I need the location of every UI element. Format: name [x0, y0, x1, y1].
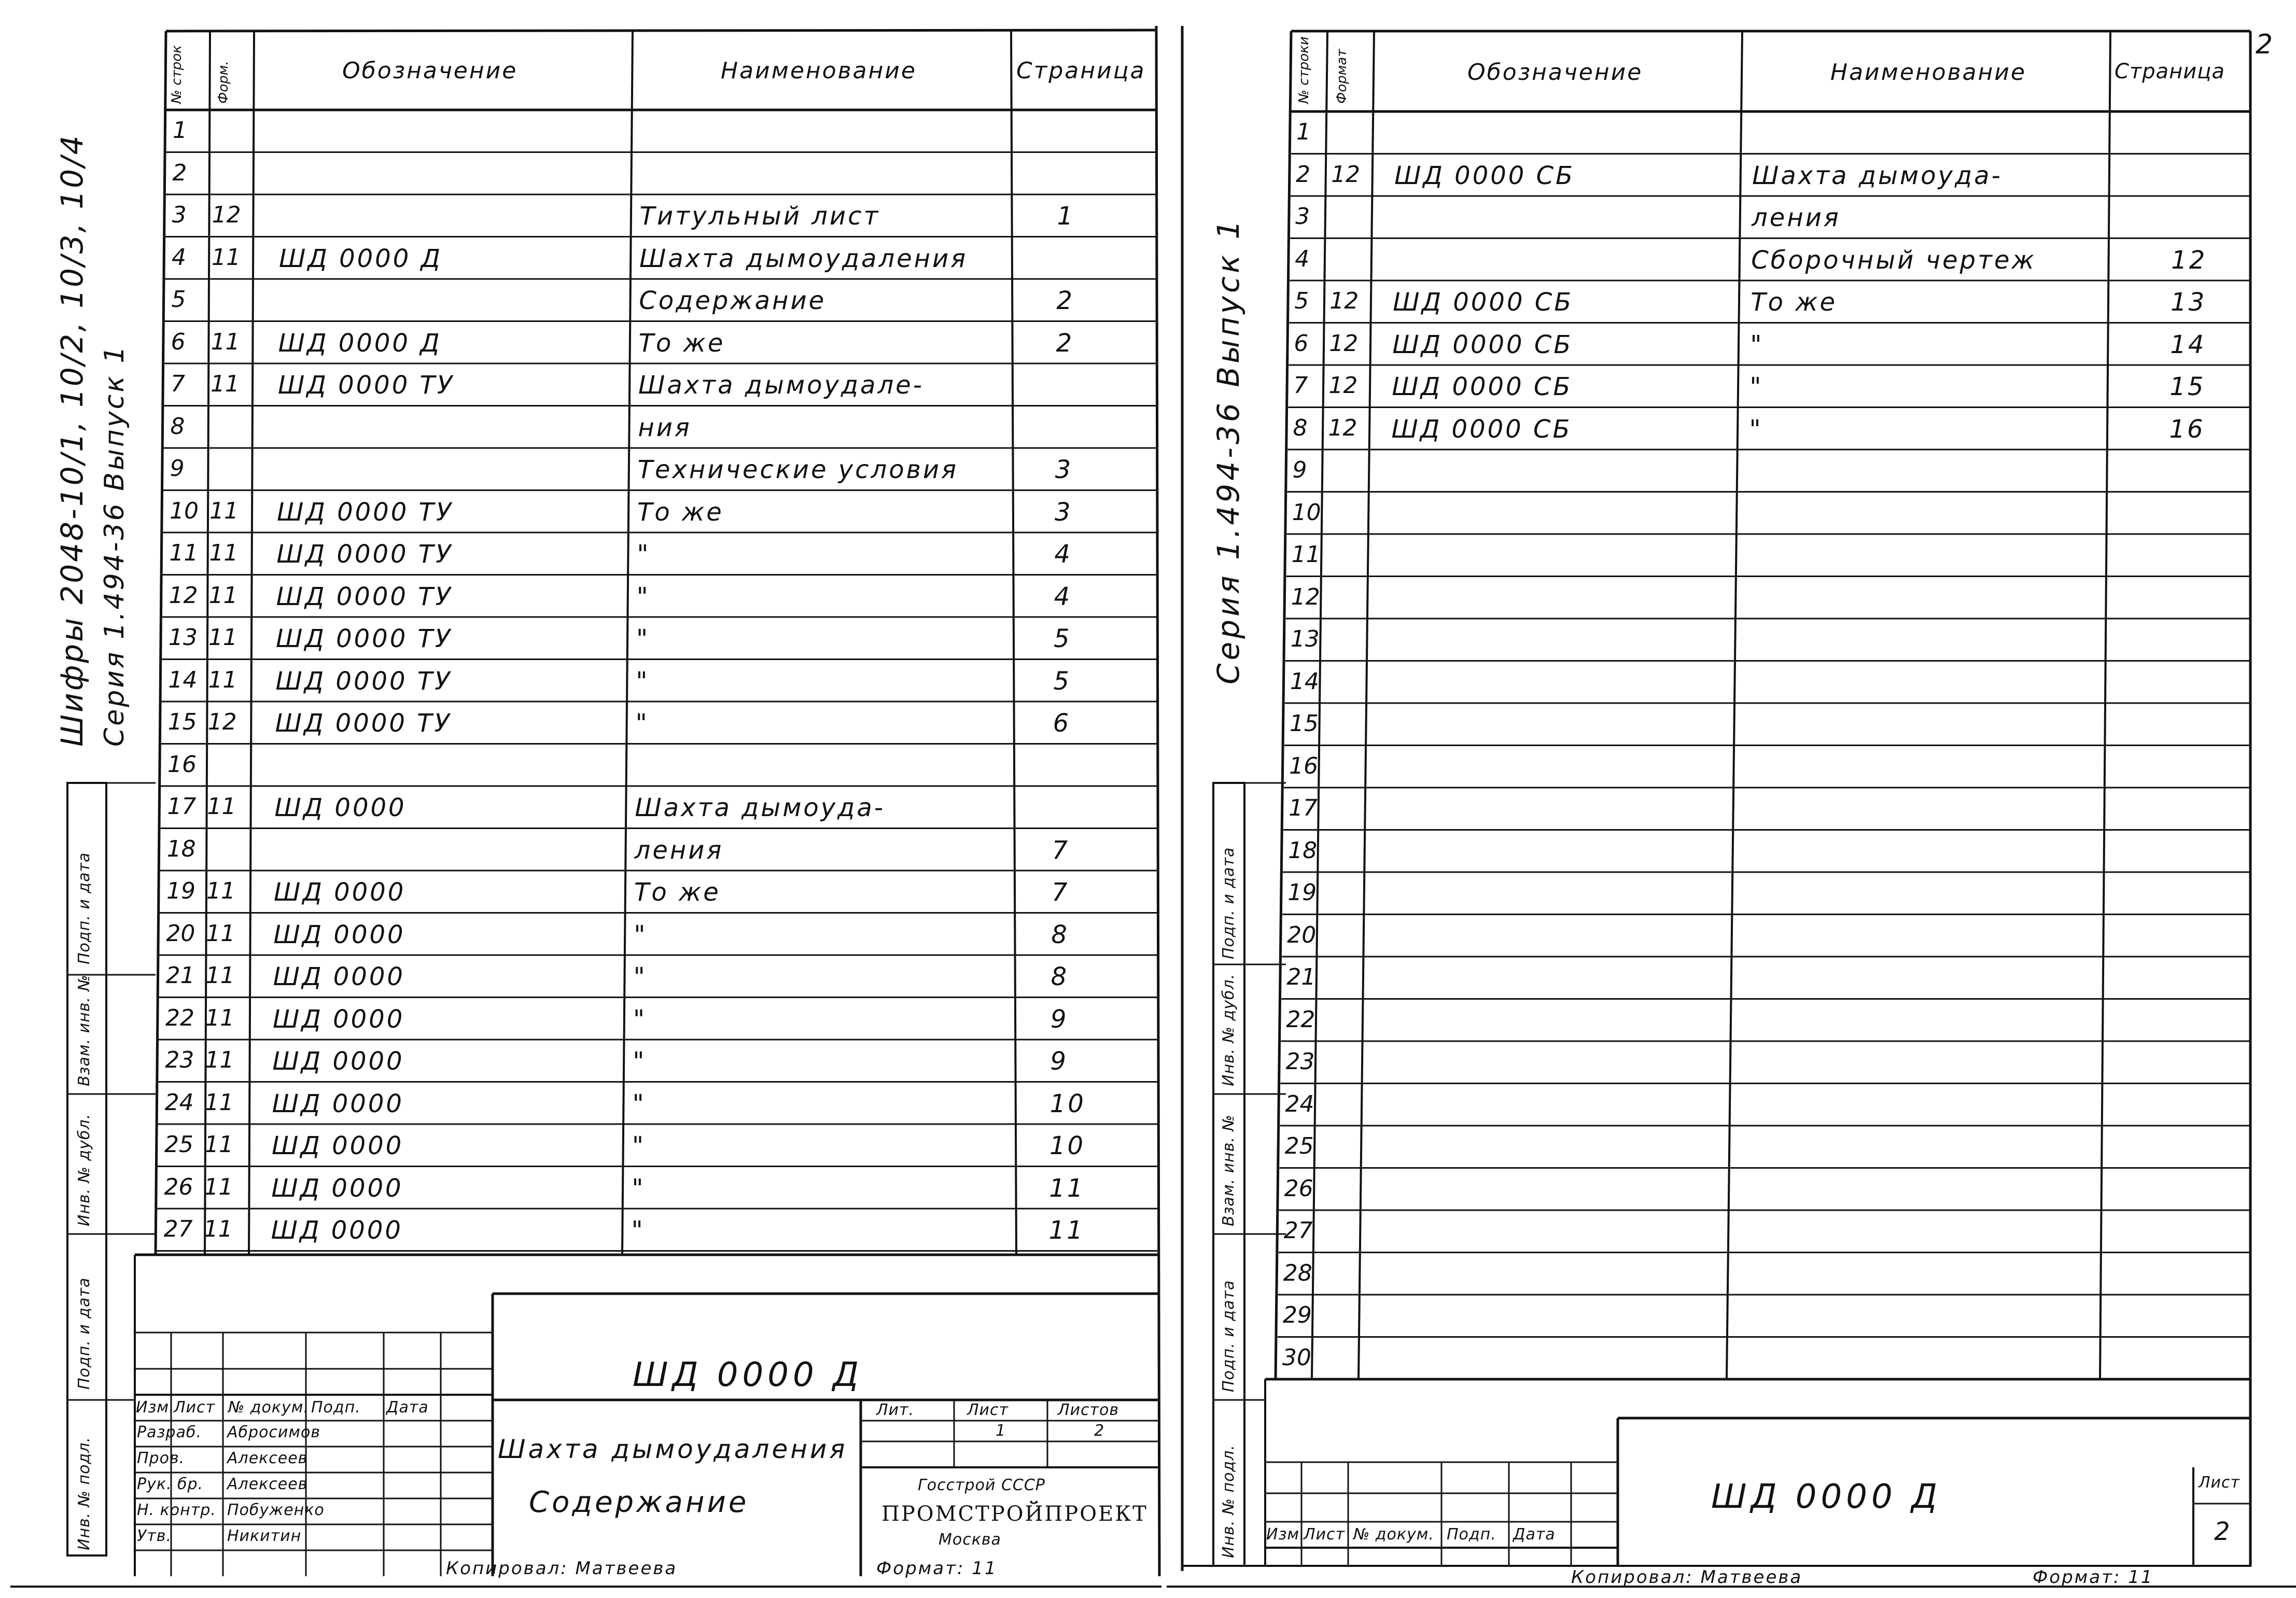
row-name: " [631, 1216, 645, 1245]
row-format: 11 [211, 371, 240, 397]
row-designation: ШД 0000 [272, 1047, 404, 1076]
row-number: 13 [169, 624, 198, 651]
row-format: 11 [205, 1047, 234, 1073]
side-label: Инв. № дубл. [1220, 973, 1238, 1086]
row-name: " [633, 1047, 647, 1076]
row-number: 26 [164, 1173, 193, 1200]
row-designation: ШД 0000 ТУ [276, 540, 453, 569]
footer-copied: Копировал: Матвеева [1571, 1567, 1803, 1588]
row-page: 11 [1049, 1173, 1085, 1203]
row-designation: ШД 0000 ТУ [276, 624, 453, 653]
row-page: 5 [1054, 624, 1072, 653]
stamp-person-name: Алексеев [227, 1475, 308, 1493]
row-designation: ШД 0000 ТУ [275, 709, 452, 738]
stamp-person-name: Алексеев [227, 1449, 308, 1467]
sheet-2 [1167, 0, 2296, 1598]
row-page: 2 [1056, 328, 1074, 358]
stamp-col-header: Изм. [136, 1398, 175, 1417]
row-number: 25 [1284, 1133, 1314, 1159]
row-page: 9 [1051, 1004, 1069, 1034]
row-format: 12 [207, 709, 237, 735]
row-page: 14 [2170, 330, 2206, 359]
header-row-no: № строки [1296, 36, 1312, 104]
row-number: 24 [1285, 1090, 1314, 1117]
row-number: 22 [1286, 1006, 1315, 1033]
stamp-role: Утв. [137, 1527, 172, 1545]
row-designation: ШД 0000 ТУ [275, 666, 452, 696]
side-label: Подп. и дата [75, 852, 93, 964]
row-designation: ШД 0000 [273, 962, 405, 991]
row-name: Технические условия [637, 455, 958, 484]
row-format: 11 [207, 793, 236, 820]
stamp-col-header: № докум. [228, 1398, 309, 1417]
row-name: " [633, 1004, 647, 1034]
row-page: 12 [2171, 245, 2207, 275]
row-number: 20 [1287, 921, 1317, 948]
row-format: 11 [208, 582, 238, 609]
row-number: 10 [1292, 499, 1321, 526]
sheet-2-grid [1167, 0, 2296, 1598]
header-format: Формат [1334, 49, 1350, 104]
row-name: " [637, 540, 651, 569]
row-designation: ШД 0000 СБ [1394, 161, 1575, 190]
row-page: 4 [1054, 540, 1072, 569]
row-name: Содержание [639, 286, 827, 315]
row-page: 3 [1055, 497, 1073, 527]
stamp-org-line1: Госстрой СССР [918, 1476, 1045, 1494]
row-number: 19 [166, 878, 195, 904]
row-designation: ШД 0000 Д [278, 328, 442, 358]
header-page: Страница [1016, 58, 1146, 84]
stamp-col-header: Дата [1513, 1525, 1556, 1544]
row-designation: ШД 0000 [274, 878, 406, 907]
corner-page-number: 2 [2256, 29, 2273, 60]
row-number: 4 [1295, 245, 1310, 272]
row-designation: ШД 0000 СБ [1393, 288, 1574, 317]
row-format: 11 [205, 1004, 234, 1031]
row-format: 11 [211, 328, 240, 355]
row-format: 12 [1331, 161, 1361, 188]
header-name: Наименование [721, 58, 917, 84]
side-label: Подп. и дата [75, 1277, 93, 1390]
row-page: 1 [1057, 202, 1075, 231]
side-label: Инв. № дубл. [75, 1113, 93, 1226]
row-designation: ШД 0000 [272, 1089, 404, 1118]
row-number: 12 [1291, 583, 1320, 610]
stamp-sheets-value: 2 [1094, 1422, 1105, 1440]
row-name: " [632, 1089, 646, 1118]
row-name: То же [634, 878, 721, 907]
row-number: 1 [173, 117, 187, 144]
stamp-sheet-value: 2 [2214, 1517, 2230, 1546]
row-number: 14 [168, 666, 198, 693]
row-number: 18 [166, 835, 196, 862]
stamp-sheets-label: Листов [1058, 1401, 1119, 1419]
row-number: 18 [1288, 837, 1318, 864]
row-format: 12 [212, 202, 241, 228]
row-name: " [635, 709, 649, 738]
stamp-title-line2: Содержание [529, 1485, 749, 1519]
footer-format: Формат: 11 [2033, 1567, 2154, 1588]
row-designation: ШД 0000 СБ [1392, 330, 1573, 359]
row-name: ления [634, 835, 724, 865]
row-page: 3 [1055, 455, 1073, 484]
header-page: Страница [2115, 60, 2225, 83]
row-designation: ШД 0000 [271, 1216, 403, 1245]
row-name: " [633, 962, 647, 991]
row-name: " [632, 1131, 646, 1160]
row-number: 3 [172, 202, 187, 228]
row-number: 9 [170, 455, 185, 482]
row-format: 11 [204, 1131, 233, 1158]
row-designation: ШД 0000 ТУ [276, 582, 453, 611]
row-name: " [632, 1173, 646, 1203]
row-number: 10 [170, 497, 199, 524]
row-name: То же [638, 328, 725, 358]
row-number: 1 [1296, 119, 1311, 145]
stamp-col-header: Лист [174, 1398, 216, 1417]
row-number: 2 [1296, 161, 1311, 188]
stamp-role: Рук. бр. [137, 1475, 204, 1493]
row-format: 12 [1328, 414, 1357, 441]
row-format: 11 [209, 540, 239, 566]
row-page: 2 [1056, 286, 1074, 315]
row-page: 6 [1053, 709, 1071, 738]
stamp-sheet-label: Лист [967, 1401, 1009, 1419]
row-page: 4 [1054, 582, 1072, 611]
stamp-doc-code: ШД 0000 Д [633, 1356, 863, 1394]
series-note: Серия 1.494-36 Выпуск 1 [1211, 217, 1246, 684]
row-page: 5 [1053, 666, 1071, 696]
row-name: " [634, 920, 648, 949]
row-designation: ШД 0000 [273, 1004, 405, 1034]
row-page: 10 [1049, 1089, 1086, 1118]
row-name: Шахта дымоудаления [639, 244, 968, 273]
row-number: 20 [166, 920, 195, 947]
row-format: 11 [203, 1216, 233, 1242]
row-number: 16 [167, 751, 197, 778]
side-label: Взам. инв. № [1220, 1114, 1238, 1226]
row-designation: ШД 0000 [271, 1173, 403, 1203]
footer-copied: Копировал: Матвеева [446, 1558, 678, 1579]
row-designation: ШД 0000 Д [279, 244, 442, 273]
row-number: 15 [1289, 710, 1319, 737]
stamp-sheet-label: Лист [2199, 1474, 2241, 1492]
row-designation: ШД 0000 СБ [1392, 372, 1573, 401]
row-format: 12 [1328, 372, 1358, 399]
row-number: 12 [169, 582, 198, 609]
row-page: 7 [1052, 878, 1070, 907]
row-number: 7 [1293, 372, 1308, 399]
row-page: 7 [1052, 835, 1070, 865]
row-number: 26 [1284, 1175, 1313, 1202]
side-label: Подп. и дата [1220, 847, 1238, 959]
row-page: 16 [2169, 414, 2205, 444]
row-designation: ШД 0000 [273, 920, 405, 949]
header-format: Форм. [216, 61, 231, 104]
stamp-col-header: Дата [386, 1398, 429, 1417]
row-number: 8 [170, 413, 185, 440]
row-name: " [1749, 372, 1763, 401]
row-page: 10 [1049, 1131, 1086, 1160]
row-number: 27 [1283, 1217, 1313, 1244]
stamp-col-header: № докум. [1353, 1525, 1434, 1544]
row-number: 22 [165, 1004, 194, 1031]
row-number: 17 [1289, 795, 1318, 821]
row-format: 12 [1329, 288, 1359, 314]
row-page: 8 [1051, 920, 1069, 949]
row-number: 27 [163, 1216, 193, 1242]
side-label: Подп. и дата [1220, 1280, 1238, 1392]
side-label: Инв. № подл. [1220, 1445, 1238, 1558]
row-name: Сборочный чертеж [1751, 245, 2036, 275]
row-number: 24 [164, 1089, 194, 1116]
row-format: 11 [204, 1173, 233, 1200]
row-name: Титульный лист [639, 202, 880, 231]
row-format: 11 [208, 624, 237, 651]
row-name: " [636, 582, 650, 611]
row-format: 11 [208, 666, 237, 693]
row-number: 13 [1290, 626, 1320, 652]
stamp-person-name: Никитин [227, 1527, 302, 1545]
row-page: 9 [1050, 1047, 1068, 1076]
row-name: " [1749, 414, 1763, 444]
row-page: 11 [1048, 1216, 1085, 1245]
row-page: 8 [1051, 962, 1069, 991]
row-format: 11 [204, 1089, 234, 1116]
row-number: 21 [165, 962, 195, 989]
row-number: 21 [1286, 964, 1316, 990]
row-number: 8 [1293, 414, 1308, 441]
row-number: 7 [171, 371, 185, 397]
header-designation: Обозначение [342, 58, 518, 84]
row-designation: ШД 0000 [272, 1131, 404, 1160]
row-number: 11 [169, 540, 199, 566]
row-format: 11 [205, 962, 235, 989]
row-number: 11 [1291, 541, 1321, 568]
side-label: Взам. инв. № [75, 974, 93, 1086]
stamp-org-line2: ПРОМСТРОЙПРОЕКТ [881, 1502, 1148, 1526]
row-format: 12 [1329, 330, 1359, 357]
row-number: 16 [1289, 752, 1318, 779]
row-number: 3 [1295, 203, 1310, 230]
row-format: 11 [212, 244, 241, 271]
row-name: То же [637, 497, 724, 527]
row-designation: ШД 0000 ТУ [277, 497, 454, 527]
row-name: Шахта дымоуда- [635, 793, 886, 822]
row-name: ления [1752, 203, 1841, 232]
footer-format: Формат: 11 [876, 1558, 998, 1579]
row-name: Шахта дымоудале- [638, 371, 924, 400]
row-number: 6 [171, 328, 186, 355]
side-label: Инв. № подл. [75, 1437, 93, 1550]
row-designation: ШД 0000 СБ [1391, 414, 1572, 444]
stamp-role: Пров. [137, 1449, 185, 1467]
row-format: 11 [209, 497, 239, 524]
stamp-org-line3: Москва [939, 1531, 1001, 1549]
row-format: 11 [206, 878, 235, 904]
row-name: То же [1751, 288, 1837, 317]
row-number: 30 [1282, 1344, 1311, 1371]
header-row-no: № строк [169, 45, 185, 104]
row-number: 25 [164, 1131, 193, 1158]
row-designation: ШД 0000 [274, 793, 407, 822]
row-number: 5 [1294, 288, 1309, 314]
row-number: 2 [172, 159, 187, 186]
row-number: 19 [1287, 879, 1317, 906]
stamp-col-header: Подп. [1447, 1525, 1496, 1544]
stamp-role: Н. контр. [137, 1501, 216, 1519]
stamp-lit-label: Лит. [876, 1401, 915, 1419]
row-number: 4 [172, 244, 186, 271]
row-page: 13 [2171, 288, 2207, 317]
row-name: " [1750, 330, 1764, 359]
row-name: " [636, 624, 650, 653]
stamp-col-header: Лист [1304, 1525, 1346, 1544]
stamp-sheet-value: 1 [996, 1422, 1006, 1440]
stamp-role: Разраб. [137, 1423, 202, 1441]
stamp-person-name: Абросимов [227, 1423, 321, 1441]
row-page: 15 [2169, 372, 2206, 401]
row-name: " [636, 666, 650, 696]
row-number: 9 [1292, 457, 1307, 483]
row-number: 6 [1294, 330, 1309, 357]
row-format: 11 [206, 920, 235, 947]
row-number: 28 [1283, 1259, 1312, 1286]
row-number: 5 [171, 286, 186, 313]
row-name: ния [638, 413, 692, 442]
header-name: Наименование [1830, 59, 2026, 86]
stamp-col-header: Изм. [1266, 1525, 1305, 1544]
stamp-title-line1: Шахта дымоудаления [498, 1434, 848, 1464]
row-number: 17 [167, 793, 197, 820]
row-number: 23 [165, 1047, 194, 1073]
stamp-col-header: Подп. [311, 1398, 361, 1417]
row-name: Шахта дымоуда- [1752, 161, 2003, 190]
series-note-line2: Серия 1.494-36 Выпуск 1 [99, 344, 130, 747]
header-designation: Обозначение [1467, 59, 1643, 86]
row-number: 23 [1285, 1048, 1315, 1075]
row-number: 29 [1282, 1302, 1312, 1328]
stamp-person-name: Побуженко [227, 1501, 325, 1519]
row-designation: ШД 0000 ТУ [278, 371, 455, 400]
row-number: 14 [1290, 668, 1319, 695]
row-number: 15 [167, 709, 197, 735]
series-note-line1: Шифры 2048-10/1, 10/2, 10/3, 10/4 [54, 133, 90, 747]
stamp-doc-code: ШД 0000 Д [1711, 1478, 1941, 1516]
